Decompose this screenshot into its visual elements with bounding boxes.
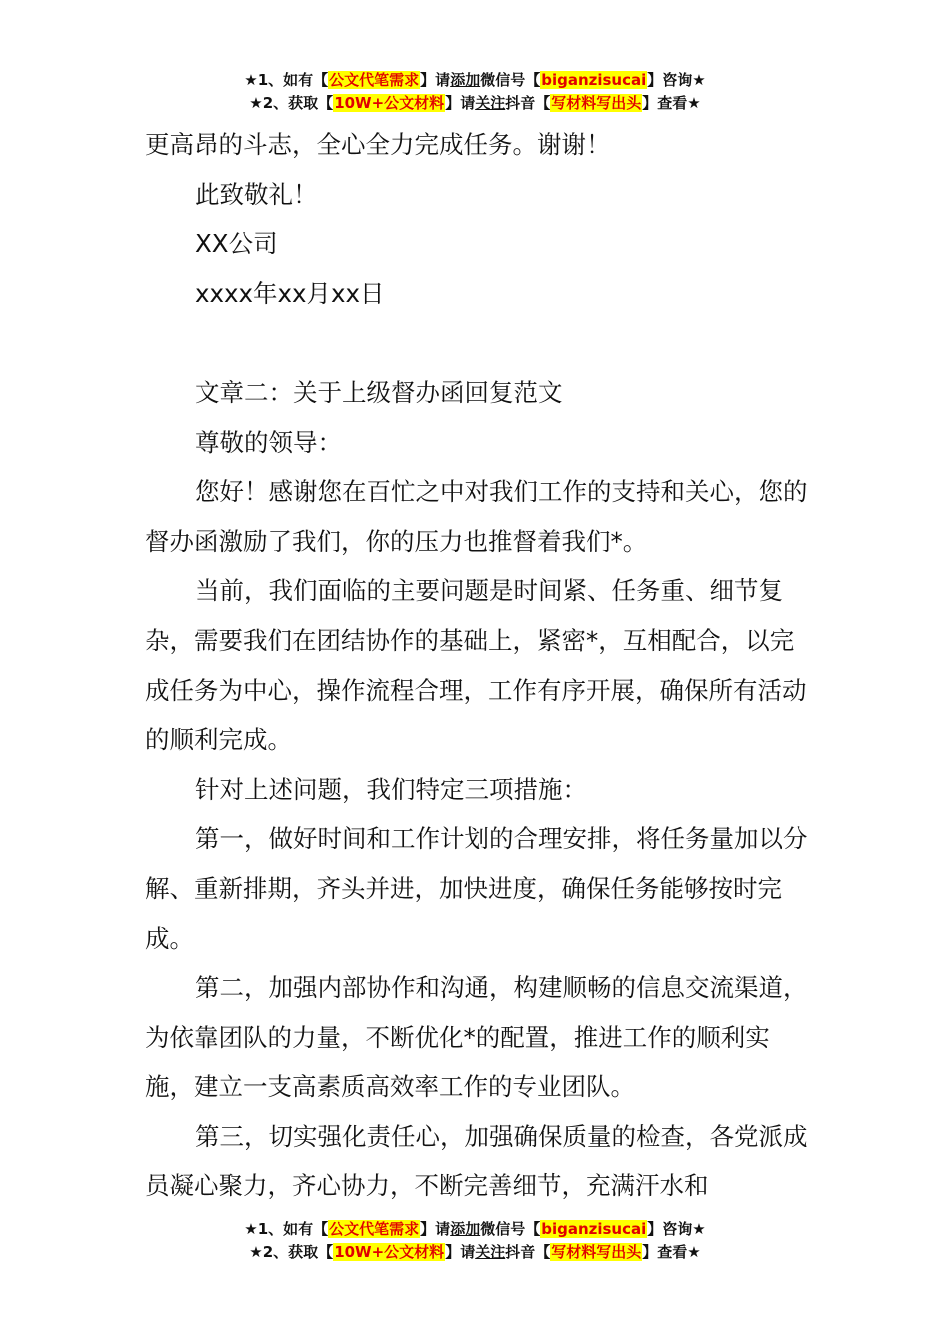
salutation: 尊敬的领导： xyxy=(195,427,342,457)
promo-line-2: ★2、获取【10W+公文材料】请关注抖音【写材料写出头】查看★ xyxy=(249,1243,701,1261)
letter-date: xxxx年xx月xx日 xyxy=(195,278,385,308)
wechat-id: biganzisucai xyxy=(541,1220,647,1238)
promo-line-1: ★1、如有【公文代笔需求】请添加微信号【biganzisucai】咨询★ xyxy=(244,1220,706,1238)
promo-banner-bottom xyxy=(0,1218,950,1264)
paragraph: 第二，加强内部协作和沟通，构建顺畅的信息交流渠道，为依靠团队的力量，不断优化*的配置，推进工作的顺利实施，建立一支高素质高效率工作的专业团队。 xyxy=(145,973,808,1102)
paragraph: 第三，切实强化责任心，加强确保质量的检查，各党派成员凝心聚力，齐心协力，不断完善细节，充满汗水和 xyxy=(145,1121,808,1201)
closing-line: 此致敬礼！ xyxy=(195,179,318,209)
douyin-account: 写材料写出头 xyxy=(551,94,642,112)
promo-line-1: ★1、如有【公文代笔需求】请添加微信号【biganzisucai】咨询★ xyxy=(244,71,706,89)
promo-highlight: 公文代笔需求 xyxy=(329,1220,420,1238)
promo-highlight: 10W+公文材料 xyxy=(334,94,445,112)
promo-banner-top xyxy=(0,69,950,115)
paragraph: 当前，我们面临的主要问题是时间紧、任务重、细节复杂，需要我们在团结协作的基础上，紧密*，互相配合，以完成任务为中心，操作流程合理，工作有序开展，确保所有活动的顺利完成。 xyxy=(145,576,807,755)
spacer xyxy=(145,318,810,368)
wechat-id: biganzisucai xyxy=(541,71,647,89)
paragraph-continuation: 更高昂的斗志，全心全力完成任务。谢谢！ xyxy=(145,130,611,159)
document-body xyxy=(145,120,810,1211)
paragraph: 您好！感谢您在百忙之中对我们工作的支持和关心，您的督办函激励了我们，你的压力也推督着我们*。 xyxy=(145,477,808,556)
douyin-account: 写材料写出头 xyxy=(551,1243,642,1261)
company-signature: XX公司 xyxy=(195,229,278,259)
promo-line-2: ★2、获取【10W+公文材料】请关注抖音【写材料写出头】查看★ xyxy=(249,94,701,112)
promo-highlight: 10W+公文材料 xyxy=(334,1243,445,1261)
promo-highlight: 公文代笔需求 xyxy=(329,71,420,89)
paragraph: 第一，做好时间和工作计划的合理安排，将任务量加以分解、重新排期，齐头并进，加快进度，确保任务能够按时完成。 xyxy=(145,824,808,953)
paragraph: 针对上述问题，我们特定三项措施： xyxy=(195,774,587,804)
article-heading: 文章二：关于上级督办函回复范文 xyxy=(195,377,563,407)
